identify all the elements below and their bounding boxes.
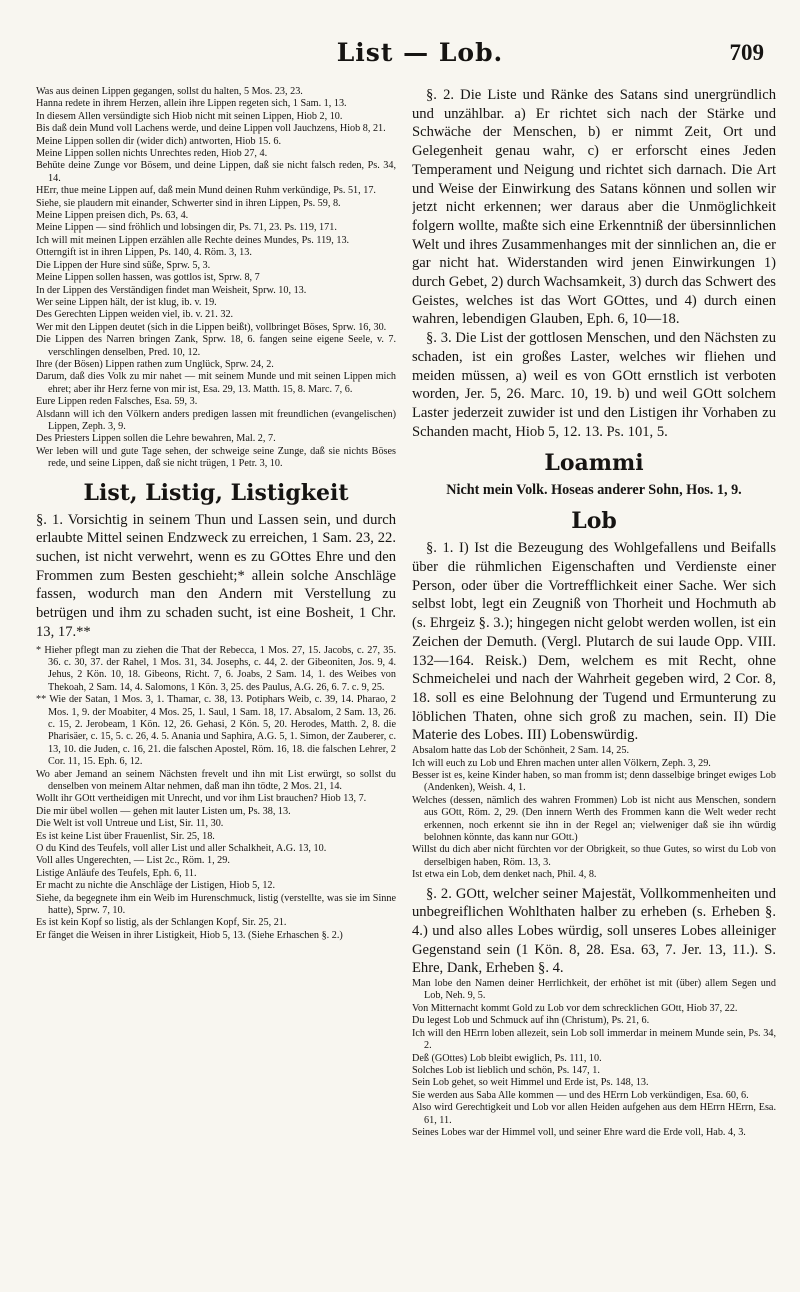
scripture-quote: Des Priesters Lippen sollen die Lehre bewahren, Mal. 2, 7. xyxy=(36,433,276,445)
heading-lob: Lob xyxy=(571,508,617,535)
scripture-quote: Wollt ihr GOtt vertheidigen mit Unrecht, und vor ihm List brauchen? Hiob 13, 7. xyxy=(36,793,367,805)
scripture-quote: Otterngift ist in ihren Lippen, Ps. 140, 4. Röm. 3, 13. xyxy=(36,247,252,259)
scripture-quote: Sie werden aus Saba Alle kommen — und des HErrn Lob verkündigen, Esa. 60, 6. xyxy=(412,1089,749,1101)
heading-loammi: Loammi xyxy=(544,450,644,477)
page-number: 709 xyxy=(729,40,764,65)
scripture-quote: Alsdann will ich den Völkern anders predigen lassen mit freundlichen (evangelischen) Lippen, Zeph. 3, 9. xyxy=(36,408,396,432)
scripture-quote: Er fänget die Weisen in ihrer Listigkeit, Hiob 5, 13. (Siehe Erhaschen §. 2.) xyxy=(36,929,343,941)
scripture-quote: HErr, thue meine Lippen auf, daß mein Mund deinen Ruhm verkündige, Ps. 51, 17. xyxy=(36,185,376,197)
scripture-quote: Es ist kein Kopf so listig, als der Schlangen Kopf, Sir. 25, 21. xyxy=(36,917,287,929)
scripture-quote: Siehe, da begegnete ihm ein Weib im Hurenschmuck, listig (verstellte, was sie im Sinne hatte), Sprw. 7, 10. xyxy=(36,892,396,917)
scripture-quote: Die Lippen des Narren bringen Zank, Sprw. 18, 6. fangen seine eigene Seele, v. 7. verschlingen denselben, Pred. 10, 12. xyxy=(36,334,396,358)
list-paragraph-1: §. 1. Vorsichtig in seinem Thun und Lassen sein, und durch erlaubte Mittel seinen Endzweck zu erreichen, 1 Sam. 23, 22. suchen, ist nicht verwehrt, wenn es zu GOttes Ehre und den Frommen zum Besten geschieht;* allein solche Anschläge fassen, wodurch man den Andern mit Verstellung zu betrügen und ihm zu schaden sucht, ist eine Bosheit, 1 Chr. 13, 17.** xyxy=(36,511,396,640)
list-paragraph-3: §. 3. Die List der gottlosen Menschen, und den Nächsten zu schaden, ist ein großes Laster, welches wir fliehen und meiden müssen, a) weil es von GOtt ernstlich ist verboten worden, Jer. 5, 26. Marc. 10, 19. b) und weil GOtt solchem Laster jederzeit zuwider ist und den Listigen ihr Vorhaben zu Schanden macht, Hiob 5, 12. 13. Ps. 101, 5. xyxy=(412,330,776,440)
scripture-quote: Des Gerechten Lippen weiden viel, ib. v. 21. 32. xyxy=(36,309,234,321)
scripture-quote: Also wird Gerechtigkeit und Lob vor allen Heiden aufgehen aus dem HErrn HErrn, Esa. 61, 11. xyxy=(412,1102,776,1126)
loammi-definition: Nicht mein Volk. Hoseas anderer Sohn, Hos. 1, 9. xyxy=(446,482,742,499)
quote-list-lippen xyxy=(36,86,396,471)
scripture-quote: Behüte deine Zunge vor Bösem, und deine Lippen, daß sie nicht falsch reden, Ps. 34, 14. xyxy=(36,160,396,184)
scripture-quote: Darum, daß dies Volk zu mir nahet — mit seinem Munde und mit seinen Lippen mich ehret; aber ihr Herz ferne von mir ist, Esa. 29, 13. Matth. 15, 8. Marc. 7, 6. xyxy=(36,371,396,395)
scripture-quote: Die mir übel wollen — gehen mit lauter Listen um, Ps. 38, 13. xyxy=(36,805,291,817)
scripture-quote: Listige Anläufe des Teufels, Eph. 6, 11. xyxy=(36,867,197,879)
scripture-quote: Meine Lippen sollen dir (wider dich) antworten, Hiob 15. 6. xyxy=(36,135,282,147)
scripture-quote: Die Lippen der Hure sind süße, Sprw. 5, 3. xyxy=(36,259,211,271)
scripture-quote: Ich will mit meinen Lippen erzählen alle Rechte deines Mundes, Ps. 119, 13. xyxy=(36,234,350,246)
footnote: ** Wie der Satan, 1 Mos. 3, 1. Thamar, c. 38, 13. Potiphars Weib, c. 39, 14. Pharao, 2 Mos. 1, 9. der Moabiter, 4 Mos. 25, 1. Saul, 1 Sam. 18, 17. Absalom, 2 Sam. 13, 26. c. 15, 2. Jerobeam, 1 Kön. 12, 26. Gehasi, 2 Kön. 5, 20. Herodes, Matth. 2, 8. die Pharisäer, c. 15, 5. c. 26, 4. 5. Anania und Saphira, A.G. 5, 1. Simon, der Zauberer, c. 13, 10. die Juden, c. 16, 21. die falschen Apostel, Röm. 16, 18. die falschen Lehrer, 2 Cor. 11, 15. Eph. 6, 12. xyxy=(36,694,396,768)
scripture-quote: Eure Lippen reden Falsches, Esa. 59, 3. xyxy=(36,396,198,408)
scripture-quote: Bis daß dein Mund voll Lachens werde, und deine Lippen voll Jauchzens, Hiob 8, 21. xyxy=(36,123,386,135)
scripture-quote: Deß (GOttes) Lob bleibt ewiglich, Ps. 111, 10. xyxy=(412,1052,602,1064)
footnotes xyxy=(36,645,396,769)
scripture-quote: Was aus deinen Lippen gegangen, sollst du halten, 5 Mos. 23, 23. xyxy=(36,86,303,97)
scripture-quote: Welches (dessen, nämlich des wahren Frommen) Lob ist nicht aus Menschen, sondern aus GOtt, Röm. 2, 29. (Den innern Werth des Frommen kann die Welt weder recht erkennen, noch erkennt sie ihn in der Regel an; vielweniger daß sie ihn würdig belohnen könnte, das kann nur GOtt.) xyxy=(412,794,776,843)
scripture-quote: Ich will euch zu Lob und Ehren machen unter allen Völkern, Zeph. 3, 29. xyxy=(412,757,711,769)
scripture-quote: Ist etwa ein Lob, dem denket nach, Phil. 4, 8. xyxy=(412,869,597,881)
page-header-title: List — Lob. xyxy=(336,38,504,67)
scripture-quote: Willst du dich aber nicht fürchten vor der Obrigkeit, so thue Gutes, so wirst du Lob von derselbigen haben, Röm. 13, 3. xyxy=(412,844,776,868)
scripture-quote: Von Mitternacht kommt Gold zu Lob vor dem schrecklichen GOtt, Hiob 37, 22. xyxy=(412,1002,738,1014)
scripture-quote: Wer leben will und gute Tage sehen, der schweige seine Zunge, daß sie nichts Böses rede, und seine Lippen, daß sie nicht trügen, 1 Petr. 3, 10. xyxy=(36,445,396,470)
scripture-quote: In diesem Allen versündigte sich Hiob nicht mit seinen Lippen, Hiob 2, 10. xyxy=(36,110,343,122)
scripture-quote: Meine Lippen sollen hassen, was gottlos ist, Sprw. 8, 7 xyxy=(36,272,260,284)
scripture-quote: Du legest Lob und Schmuck auf ihn (Christum), Ps. 21, 6. xyxy=(412,1015,650,1027)
lob-paragraph-2: §. 2. GOtt, welcher seiner Majestät, Vollkommenheiten und unbegreiflichen Wohlthaten halber zu erheben (s. Erheben §. 4.) und also alles Lobes würdig, soll unseres Lobes alleiniger Gegenstand sein (1 Kön. 8, 28. Esa. 63, 7. Jer. 13, 11.). S. Ehre, Dank, Erheben §. 4. xyxy=(412,885,776,977)
scripture-quote: Wer mit den Lippen deutet (sich in die Lippen beißt), vollbringet Böses, Sprw. 16, 30. xyxy=(36,321,387,333)
scripture-quote: Wer seine Lippen hält, der ist klug, ib. v. 19. xyxy=(36,296,217,308)
scripture-quote: Meine Lippen preisen dich, Ps. 63, 4. xyxy=(36,210,189,222)
scripture-quote: Voll alles Ungerechten, — List 2c., Röm. 1, 29. xyxy=(36,855,230,867)
lob-paragraph-1: §. 1. I) Ist die Bezeugung des Wohlgefallens und Beifalls über die rühmlichen Eigenschaften und Verdienste einer Person, oder über die Vortrefflichkeit einer Sache. Wer sich selbst lobt, legt ein Zeugniß von Thorheit und Hochmuth ab (s. Ehrgeiz §. 3.); hingegen nicht gelobt werden wollen, ist ein Zeichen der Demuth. (Vergl. Plutarch de sui laude Opp. VIII. 132—164. Reisk.) Dem, welchem es mit Recht, ohne Schmeichelei und nach der Wahrheit gegeben wird, 2 Cor. 8, 18. soll es eine Belohnung der Tugend und Ermunterung zu löblichen Thaten, ohne sich groß zu machen, sein. II) Die Materie des Lobes. III) Lobenswürdig. xyxy=(412,540,776,744)
scripture-quote: Meine Lippen — sind fröhlich und lobsingen dir, Ps. 71, 23. Ps. 119, 171. xyxy=(36,222,337,234)
scripture-quote: Absalom hatte das Lob der Schönheit, 2 Sam. 14, 25. xyxy=(412,745,630,757)
scripture-quote: Seines Lobes war der Himmel voll, und seiner Ehre ward die Erde voll, Hab. 4, 3. xyxy=(412,1126,746,1138)
scripture-quote: Meine Lippen sollen nichts Unrechtes reden, Hiob 27, 4. xyxy=(36,148,268,160)
left-column xyxy=(36,86,396,1282)
footnote: * Hieher pflegt man zu ziehen die That der Rebecca, 1 Mos. 27, 15. Jacobs, c. 27, 35. 36. c. 30, 37. der Rahel, 1 Mos. 31, 34. Josephs, c. 44, 2. der Gibeoniten, Jos. 9, 4. Jehus, 2 Kön. 10, 18. Gibeons, Richt. 7, 6. Joabs, 2 Sam. 14, 1. des Weibes von Thekoah, 2 Sam. 14, 4. Salomons, 1 Kön. 3, 25. des Paulus, A.G. 26, 6. 7. c. 9, 25. xyxy=(36,644,396,693)
right-column xyxy=(412,86,776,1282)
scripture-quote: Er macht zu nichte die Anschläge der Listigen, Hiob 5, 12. xyxy=(36,880,276,892)
running-header xyxy=(0,36,800,72)
scripture-quote: Ich will den HErrn loben allezeit, sein Lob soll immerdar in meinem Munde sein, Ps. 34, 2. xyxy=(412,1027,776,1052)
scripture-quote: Die Welt ist voll Untreue und List, Sir. 11, 30. xyxy=(36,818,224,830)
scripture-quote: Ihre (der Bösen) Lippen rathen zum Unglück, Sprw. 24, 2. xyxy=(36,358,274,370)
quote-list-list xyxy=(36,769,396,943)
scripture-quote: Es ist keine List über Frauenlist, Sir. 25, 18. xyxy=(36,830,215,842)
scripture-quote: Siehe, sie plaudern mit einander, Schwerter sind in ihren Lippen, Ps. 59, 8. xyxy=(36,197,341,209)
scripture-quote: Hanna redete in ihrem Herzen, allein ihre Lippen regeten sich, 1 Sam. 1, 13. xyxy=(36,98,347,110)
scripture-quote: Man lobe den Namen deiner Herrlichkeit, der erhöhet ist mit (über) allem Segen und Lob, Neh. 9, 5. xyxy=(412,978,776,1002)
scripture-quote: Wo aber Jemand an seinem Nächsten frevelt und ihn mit List erwürgt, so sollst du denselben von meinem Altar nehmen, daß man ihn tödte, 2 Mos. 21, 14. xyxy=(36,768,396,792)
scripture-quote: Sein Lob gehet, so weit Himmel und Erde ist, Ps. 148, 13. xyxy=(412,1077,649,1089)
quote-list-lob-2 xyxy=(412,978,776,1139)
list-paragraph-2: §. 2. Die Liste und Ränke des Satans sind unergründlich und unzählbar. a) Er richtet sich nach der Stärke und Schwäche der Menschen, b) er nimmt Zeit, Ort und Gelegenheit genau wahr, c) er erforscht eines Jeden Temperament und Neigung und richtet sich darnach. Die Art und Weise der Einwirkung des Satans können und sollen wir jetzt nicht erkennen; wer daraus aber die Unmöglichkeit folgern wollte, maßte sich eine Erkenntniß der übersinnlichen Welt und ihres Zusammenhanges mit der sinnlichen an, die er gar nicht hat. Widerstanden wird jenen Einwirkungen 1) durch Gebet, 2) durch Wachsamkeit, 3) durch das Schwert des Geistes, welches ist das Wort GOttes, und 4) durch einen wahren, lebendigen Glauben, Eph. 6, 10—18. xyxy=(412,87,776,328)
scripture-quote: O du Kind des Teufels, voll aller List und aller Schalkheit, A.G. 13, 10. xyxy=(36,843,327,855)
scripture-quote: Besser ist es, keine Kinder haben, so man fromm ist; denn dasselbige bringet ewiges Lob (Andenken), Weish. 4, 1. xyxy=(412,769,776,794)
scripture-quote: In der Lippen des Verständigen findet man Weisheit, Sprw. 10, 13. xyxy=(36,284,307,296)
scripture-quote: Solches Lob ist lieblich und schön, Ps. 147, 1. xyxy=(412,1064,600,1076)
heading-list: List, Listig, Listigkeit xyxy=(83,479,349,506)
quote-list-lob-1 xyxy=(412,745,776,881)
